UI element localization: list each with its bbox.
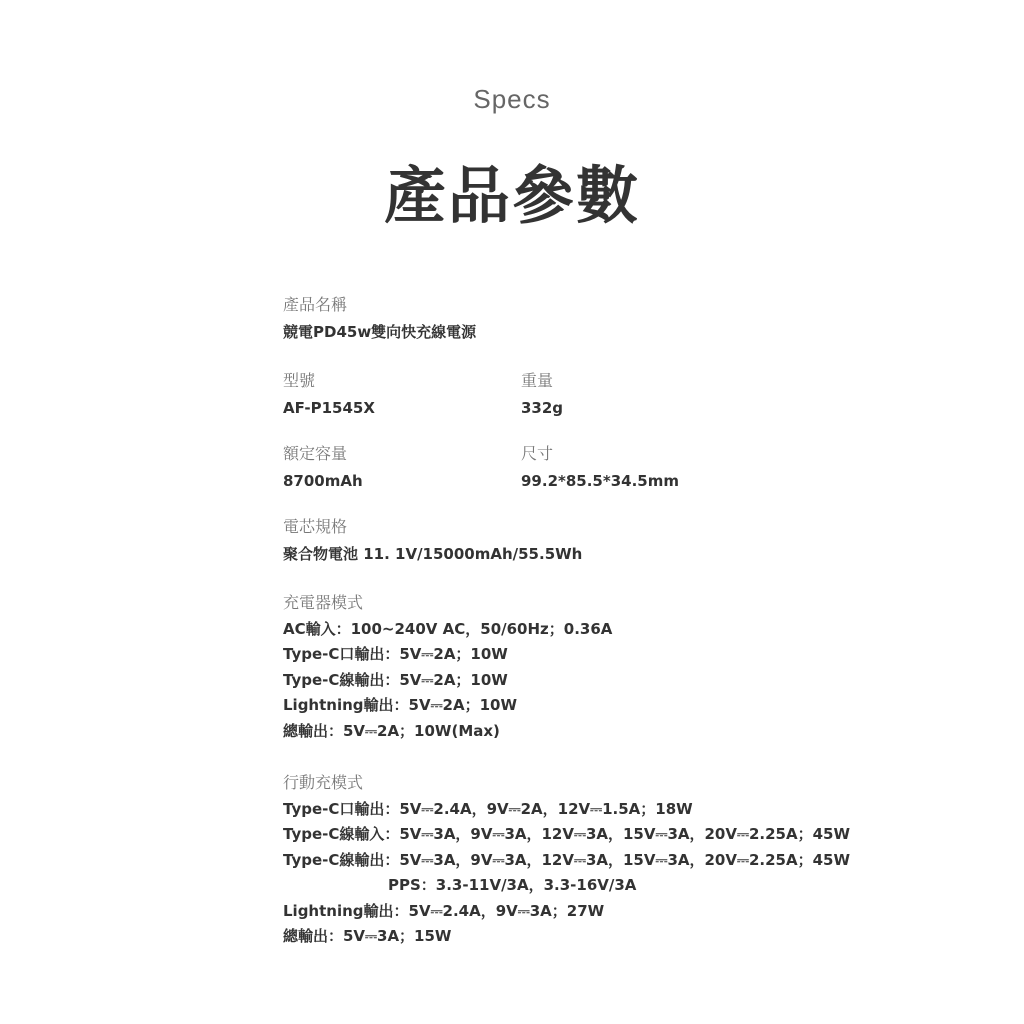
spec-line: Lightning輸出：5V⎓2.4A，9V⎓3A；27W <box>283 901 605 920</box>
spec-label: 型號 <box>283 371 316 390</box>
spec-line: Type-C線輸出：5V⎓3A，9V⎓3A，12V⎓3A，15V⎓3A，20V⎓2.25A；45W <box>283 850 850 869</box>
spec-line: Lightning輸出：5V⎓2A；10W <box>283 696 518 715</box>
spec-line: 總輸出：5V⎓3A；15W <box>283 927 452 946</box>
spec-label: 充電器模式 <box>283 593 364 612</box>
spec-label: 行動充模式 <box>283 773 364 792</box>
spec-label: 尺寸 <box>521 444 554 463</box>
spec-charger-mode <box>283 592 612 744</box>
spec-value: 8700mAh <box>283 472 363 490</box>
spec-line: PPS：3.3-11V/3A，3.3-16V/3A <box>388 876 637 895</box>
spec-value: 競電PD45w雙向快充線電源 <box>283 323 477 341</box>
spec-model <box>283 370 375 419</box>
spec-value: 聚合物電池 11. 1V/15000mAh/55.5Wh <box>283 545 583 563</box>
spec-line: Type-C口輸出：5V⎓2.4A，9V⎓2A，12V⎓1.5A；18W <box>283 800 693 818</box>
spec-line: 總輸出：5V⎓2A；10W(Max) <box>283 721 500 740</box>
spec-cell <box>283 516 582 565</box>
spec-line: Type-C口輸出：5V⎓2A；10W <box>283 645 508 664</box>
spec-powerbank-mode <box>283 772 850 949</box>
spec-line: Type-C線輸入：5V⎓3A，9V⎓3A，12V⎓3A，15V⎓3A，20V⎓2.25A；45W <box>283 825 850 844</box>
spec-label: 重量 <box>521 371 554 390</box>
page-subtitle: Specs <box>473 84 551 114</box>
spec-line: Type-C線輸出：5V⎓2A；10W <box>283 670 508 689</box>
page-title: 產品參數 <box>383 159 640 232</box>
spec-label: 產品名稱 <box>283 295 348 314</box>
spec-line: AC輸入：100~240V AC，50/60Hz；0.36A <box>283 620 613 638</box>
spec-size <box>521 443 679 492</box>
spec-product-name <box>283 294 476 343</box>
spec-value: AF-P1545X <box>283 399 375 417</box>
spec-value: 99.2*85.5*34.5mm <box>521 472 679 490</box>
spec-label: 電芯規格 <box>283 517 348 536</box>
spec-label: 額定容量 <box>283 444 348 463</box>
spec-capacity <box>283 443 363 492</box>
spec-weight <box>521 370 563 419</box>
spec-value: 332g <box>521 399 564 417</box>
